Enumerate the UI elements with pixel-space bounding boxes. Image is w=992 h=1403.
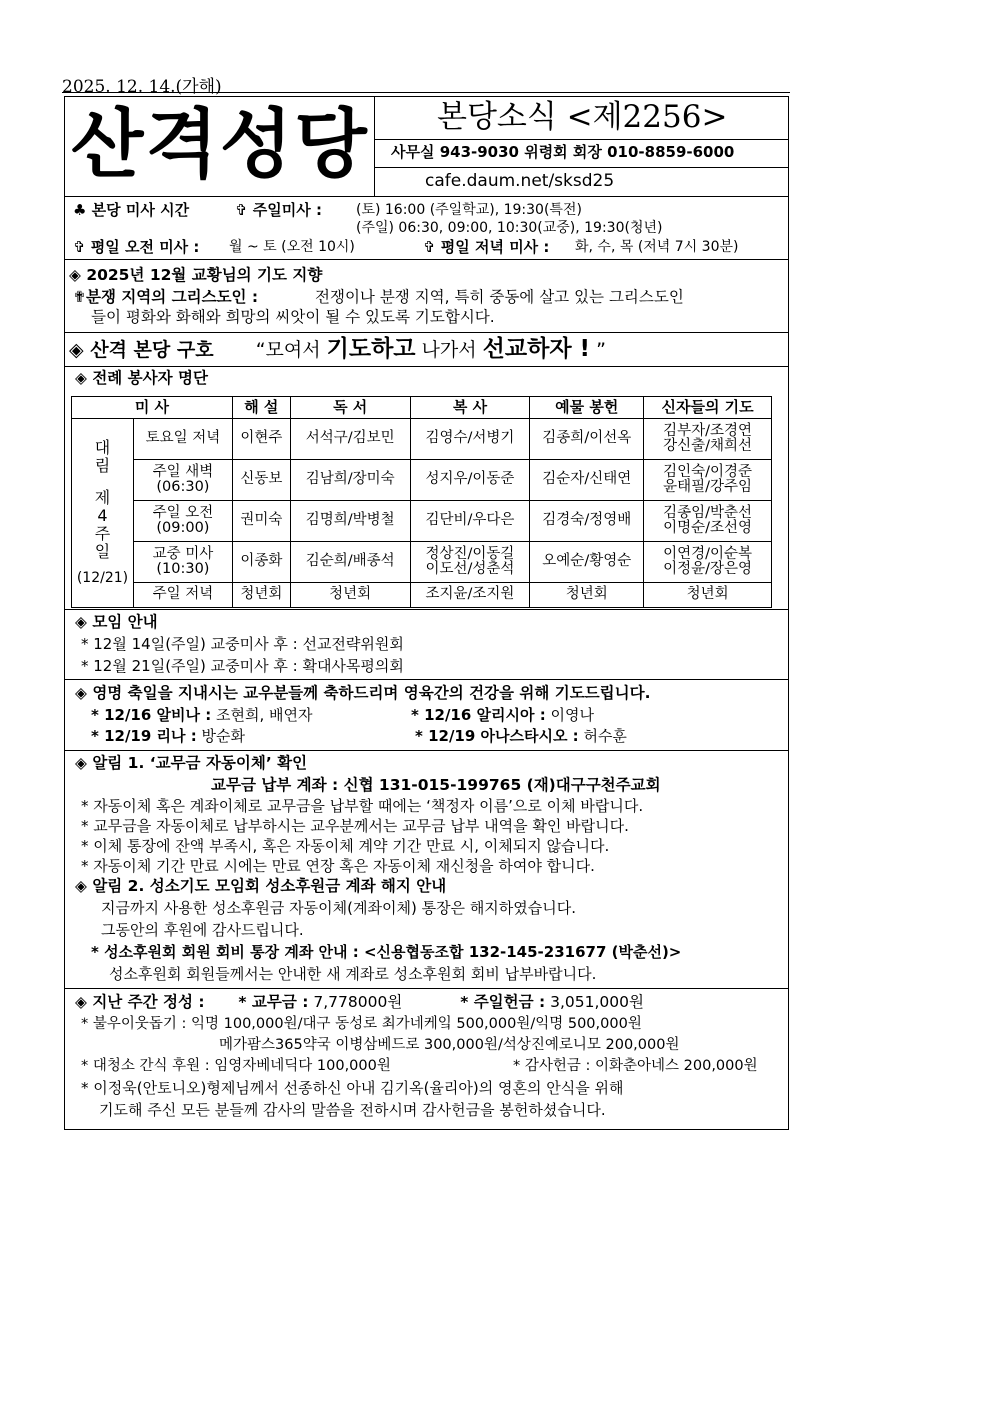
server-names: 조지윤/조지원 <box>425 586 515 603</box>
offering-line: * 감사헌금 : 이화춘아네스 200,000원 <box>513 1058 758 1074</box>
server-cell <box>410 583 530 608</box>
feast-item <box>91 708 312 723</box>
prayers-cell <box>644 583 772 608</box>
weekday-evening-label: ✞ 평일 저녁 미사 : <box>423 238 550 256</box>
prayers-line: 이연경/이순복 <box>663 545 753 562</box>
offering-line: * 불우이웃돕기 : 익명 100,000원/대구 동성로 최가네케잌 500,000원/익명 500,000원 <box>81 1016 642 1032</box>
office-line: 사무실 943-9030 위령회 회장 010-8859-6000 <box>391 143 735 161</box>
week-label-char: 4 <box>97 506 108 526</box>
commentary-cell: 청년회 <box>232 583 290 608</box>
notice2-line: 그동안의 후원에 감사드립니다. <box>101 921 304 939</box>
mass-name: 교중 미사 <box>152 545 214 562</box>
table-row <box>72 542 772 583</box>
commentary-cell: 이현주 <box>232 419 290 460</box>
mass-time: (09:00) <box>156 520 210 536</box>
tithe-label: * 교무금 : <box>238 993 309 1011</box>
reading-cell: 청년회 <box>290 583 410 608</box>
feast-item <box>415 729 627 744</box>
prayer-section <box>65 259 788 332</box>
offerings-section <box>65 988 788 1130</box>
weekday-evening-value: 화, 수, 목 (저녁 7시 30분) <box>575 239 739 255</box>
mass-name: 주일 새벽 <box>152 463 214 480</box>
header-offering: 예물 봉헌 <box>530 397 644 419</box>
prayer-line1: 전쟁이나 분쟁 지역, 특히 중동에 살고 있는 그리스도인 <box>315 288 684 306</box>
table-row <box>72 501 772 542</box>
header-server: 복 사 <box>410 397 530 419</box>
prayer-subtitle: ✟분쟁 지역의 그리스도인 : <box>73 288 259 306</box>
motto-quote-close: ” <box>590 339 606 361</box>
mass-time: (10:30) <box>156 561 210 577</box>
offering-line: 메가팜스365약국 이병삼베드로 300,000원/석상진예로니모 200,000원 <box>219 1037 680 1053</box>
notice2-line: 지금까지 사용한 성소후원금 자동이체(계좌이체) 통장은 해지하였습니다. <box>101 899 577 917</box>
week-label-char: 일 <box>94 541 111 561</box>
prayer-line2: 들이 평화와 화해와 희망의 씨앗이 될 수 있도록 기도합시다. <box>91 308 495 326</box>
mass-times-label: ♣ 본당 미사 시간 <box>73 201 190 219</box>
mass-name: 주일 저녁 <box>152 586 214 603</box>
server-cell <box>410 460 530 501</box>
feast-saint: * 12/19 리나 : <box>91 727 197 745</box>
offering-cell: 김순자/신태연 <box>530 460 644 501</box>
parish-name: 산격성당 <box>71 100 369 188</box>
commentary-cell: 권미숙 <box>232 501 290 542</box>
liturgy-section <box>65 366 788 609</box>
offering-cell: 청년회 <box>530 583 644 608</box>
feast-names: 허수훈 <box>578 727 627 745</box>
reading-cell: 김남희/장미숙 <box>290 460 410 501</box>
notice2-title: ◈ 알림 2. 성소기도 모임회 성소후원금 계좌 해지 안내 <box>75 877 447 895</box>
offering-line: 기도해 주신 모든 분들께 감사의 말씀을 전하시며 감사헌금을 봉헌하셨습니다. <box>99 1101 606 1119</box>
feast-title: ◈ 영명 축일을 지내시는 교우분들께 축하드리며 영육간의 건강을 위해 기도드립니다. <box>75 684 651 702</box>
motto-section <box>65 332 788 367</box>
prayers-line: 이명순/조선영 <box>663 520 753 536</box>
offerings-title: ◈ 지난 주간 정성 : <box>75 993 205 1011</box>
motto-prefix: ◈ 산격 본당 구호 <box>69 339 214 361</box>
mass-name: 주일 오전 <box>152 504 214 521</box>
mass-cell <box>133 419 232 460</box>
notice2-line: 성소후원회 회원들께서는 안내한 새 계좌로 성소후원회 회비 납부바랍니다. <box>109 965 597 983</box>
offering-line: * 대청소 간식 후원 : 임영자베네딕다 100,000원 <box>81 1058 391 1074</box>
feast-saint: * 12/19 아나스타시오 : <box>415 727 579 745</box>
motto-word-pray: 기도하고 <box>326 336 416 362</box>
server-cell <box>410 419 530 460</box>
prayers-line: 김종임/박춘선 <box>663 504 753 521</box>
prayers-line: 윤태필/강주임 <box>663 479 753 495</box>
prayers-cell <box>644 460 772 501</box>
week-label-char: 제 <box>94 488 111 508</box>
server-names: 이도선/성춘석 <box>425 561 515 577</box>
weekday-morning-label: ✞ 평일 오전 미사 : <box>73 238 200 256</box>
bulletin-frame <box>64 96 789 1130</box>
header-reading: 독 서 <box>290 397 410 419</box>
feast-item <box>411 708 594 723</box>
prayer-title: ◈ 2025년 12월 교황님의 기도 지향 <box>69 266 323 284</box>
motto-mid: 나가서 <box>415 339 483 361</box>
prayers-line: 김인숙/이경준 <box>663 463 753 480</box>
mass-time: (06:30) <box>156 479 210 495</box>
commentary-cell: 이종화 <box>232 542 290 583</box>
offering-line: * 이정욱(안토니오)형제님께서 선종하신 아내 김기옥(율리아)의 영혼의 안식을 위해 <box>81 1079 624 1097</box>
table-row <box>72 460 772 501</box>
server-names: 김단비/우다은 <box>425 512 515 529</box>
prayers-cell <box>644 501 772 542</box>
notice1-bullet: * 이체 통장에 잔액 부족시, 혹은 자동이체 계약 기간 만료 시, 이체되지 않습니다. <box>81 837 610 855</box>
prayers-line: 청년회 <box>686 586 729 603</box>
tithe-value: 7,778000원 <box>308 993 403 1011</box>
sunday-mass-label: ✞ 주일미사 : <box>235 201 322 219</box>
mass-cell <box>133 460 232 501</box>
header-rule-2 <box>374 167 788 168</box>
header-mass: 미 사 <box>72 397 233 419</box>
mass-cell <box>133 501 232 542</box>
sunday-mass-line1: (토) 16:00 (주일학교), 19:30(특전) <box>356 202 582 218</box>
reading-cell: 김명희/박병철 <box>290 501 410 542</box>
meetings-section <box>65 609 788 679</box>
header-commentary: 해 설 <box>232 397 290 419</box>
sunday-mass-line2: (주일) 06:30, 09:00, 10:30(교중), 19:30(청년) <box>356 220 663 236</box>
feast-item <box>91 729 245 744</box>
reading-cell: 서석구/김보민 <box>290 419 410 460</box>
mass-cell <box>133 583 232 608</box>
offering-cell: 오예순/황영순 <box>530 542 644 583</box>
bulletin-date: 2025. 12. 14.(가해) <box>62 77 222 97</box>
header-rule-1 <box>374 139 788 140</box>
feast-names: 조현희, 배연자 <box>211 706 313 724</box>
mass-name: 토요일 저녁 <box>145 430 221 447</box>
motto-line <box>69 338 606 361</box>
date-rule <box>62 92 790 93</box>
meeting-item: * 12월 14일(주일) 교중미사 후 : 선교전략위원회 <box>81 635 404 653</box>
sunday-collection-label: * 주일헌금 : <box>460 993 546 1011</box>
meetings-title: ◈ 모임 안내 <box>75 613 158 631</box>
table-row <box>72 419 772 460</box>
week-label-char: 림 <box>94 456 111 476</box>
week-label-char: 대 <box>94 438 111 458</box>
header-divider <box>374 97 375 196</box>
notice1-bullet: * 교무금을 자동이체로 납부하시는 교우분께서는 교무금 납부 내역을 확인 바랍니다. <box>81 817 629 835</box>
feast-saint: * 12/16 알리시아 : <box>411 706 546 724</box>
prayers-line: 이정윤/장은영 <box>663 561 753 577</box>
notice-section <box>65 750 788 989</box>
feast-saint: * 12/16 알비나 : <box>91 706 212 724</box>
reading-cell: 김순희/배종석 <box>290 542 410 583</box>
notice2-account: * 성소후원회 회원 회비 통장 계좌 안내 : <신용협동조합 132-145-231677 (박춘선)> <box>91 943 682 961</box>
week-label-cell <box>72 419 134 608</box>
header-prayers: 신자들의 기도 <box>644 397 772 419</box>
server-names: 김영수/서병기 <box>425 430 515 447</box>
feast-section <box>65 679 788 750</box>
weekday-morning-value: 월 ~ 토 (오전 10시) <box>229 239 355 255</box>
week-label-char: 주 <box>94 524 111 544</box>
notice1-title: ◈ 알림 1. ‘교무금 자동이체’ 확인 <box>75 754 308 772</box>
offering-cell: 김종희/이선옥 <box>530 419 644 460</box>
meeting-item: * 12월 21일(주일) 교중미사 후 : 확대사목평의회 <box>81 657 404 675</box>
notice1-bullet: * 자동이체 기간 만료 시에는 만료 연장 혹은 자동이체 재신청을 하여야 합니다. <box>81 857 595 875</box>
prayers-line: 강신출/채희선 <box>663 438 753 454</box>
server-names: 성지우/이동준 <box>425 471 515 488</box>
prayers-cell <box>644 542 772 583</box>
liturgy-table <box>71 396 772 608</box>
offering-cell: 김경숙/정영배 <box>530 501 644 542</box>
bulletin-title: 본당소식 <제2256> <box>437 99 728 135</box>
motto-quote-open: “모여서 <box>255 339 327 361</box>
prayers-line: 김부자/조경연 <box>663 422 753 439</box>
tithe-account: 교무금 납부 계좌 : 신협 131-015-199765 (재)대구구천주교회 <box>211 776 661 794</box>
mass-times-section <box>65 196 788 259</box>
cafe-url: cafe.daum.net/sksd25 <box>425 171 615 191</box>
table-row <box>72 583 772 608</box>
offerings-header <box>75 995 644 1011</box>
mass-cell <box>133 542 232 583</box>
commentary-cell: 신동보 <box>232 460 290 501</box>
server-names: 정상진/이동길 <box>425 545 515 562</box>
sunday-collection-value: 3,051,000원 <box>545 993 644 1011</box>
header <box>65 97 788 196</box>
week-date: (12/21) <box>76 569 129 586</box>
notice1-bullet: * 자동이체 혹은 계좌이체로 교무금을 납부할 때에는 ‘책정자 이름’으로 이체 바랍니다. <box>81 797 644 815</box>
prayers-cell <box>644 419 772 460</box>
server-cell <box>410 501 530 542</box>
motto-word-evangelize: 선교하자 ! <box>482 336 591 362</box>
liturgy-title: ◈ 전례 봉사자 명단 <box>75 369 208 387</box>
feast-names: 방순화 <box>196 727 245 745</box>
feast-names: 이영나 <box>545 706 594 724</box>
table-header-row <box>72 397 772 419</box>
server-cell <box>410 542 530 583</box>
